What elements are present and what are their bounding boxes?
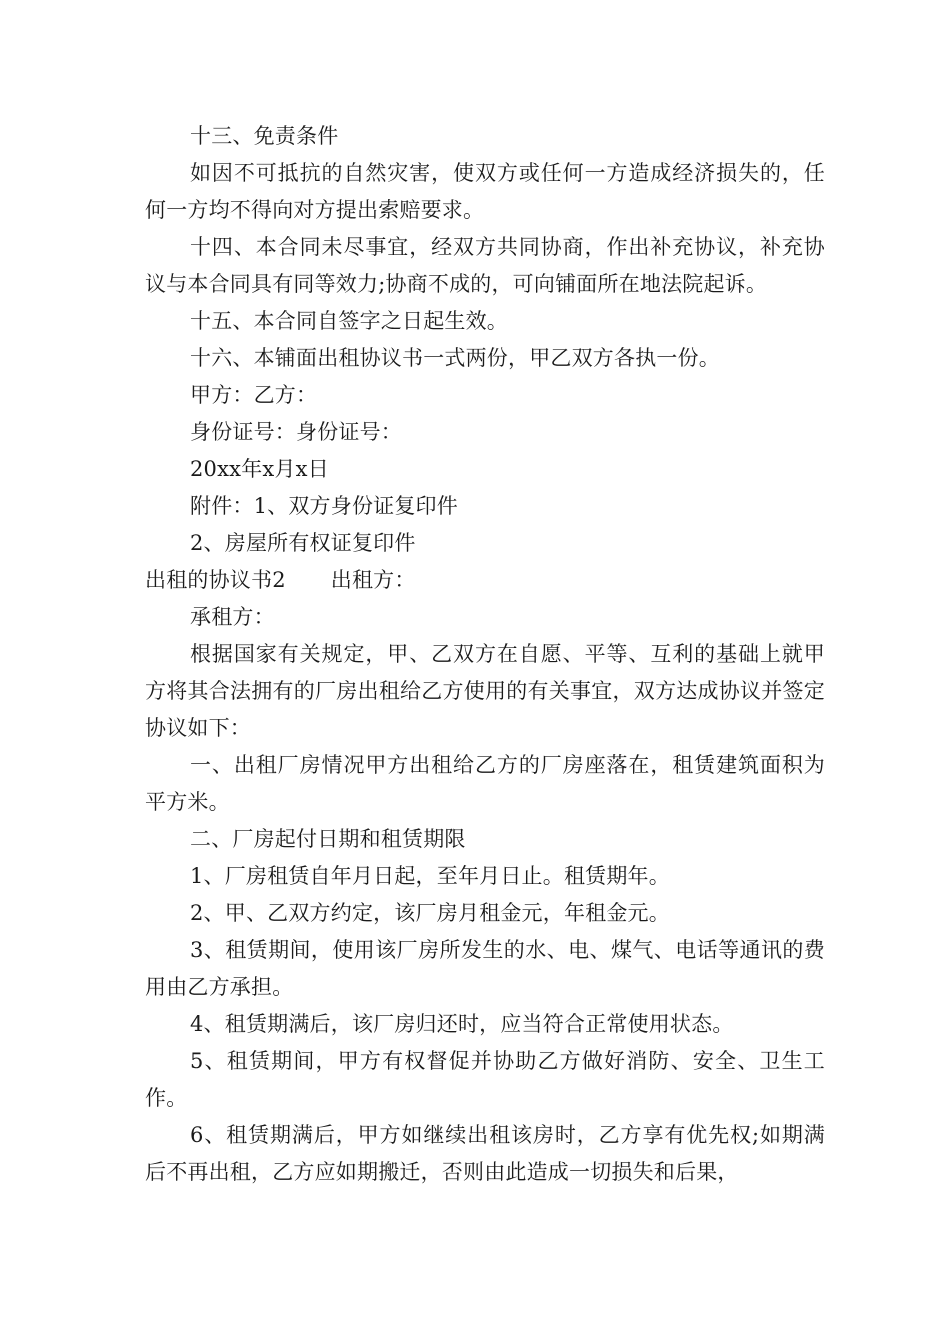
paragraph: 甲方：乙方：: [190, 383, 318, 407]
paragraph: 根据国家有关规定，甲、乙双方在自愿、平等、互利的基础上就甲方将其合法拥有的厂房出租给乙方使用的有关事宜，双方达成协议并签定协议如下：: [145, 642, 825, 740]
paragraph: 2、房屋所有权证复印件: [190, 531, 416, 555]
paragraph: 6、租赁期满后，甲方如继续出租该房时，乙方享有优先权;如期满后不再出租，乙方应如期搬迁，否则由此造成一切损失和后果，: [145, 1123, 825, 1184]
paragraph: 十六、本铺面出租协议书一式两份，甲乙双方各执一份。: [190, 346, 720, 370]
document-body: [145, 118, 825, 1191]
paragraph: 附件：1、双方身份证复印件: [190, 494, 458, 518]
paragraph: 5、租赁期间，甲方有权督促并协助乙方做好消防、安全、卫生工作。: [145, 1049, 825, 1110]
paragraph: 承租方：: [190, 605, 275, 629]
paragraph: 20xx年x月x日: [190, 457, 329, 481]
paragraph: 如因不可抵抗的自然灾害，使双方或任何一方造成经济损失的，任何一方均不得向对方提出索赔要求。: [145, 161, 825, 222]
paragraph: 十四、本合同未尽事宜，经双方共同协商，作出补充协议，补充协议与本合同具有同等效力;协商不成的，可向铺面所在地法院起诉。: [145, 235, 825, 296]
paragraph: 身份证号：身份证号：: [190, 420, 402, 444]
paragraph: 十三、免责条件: [190, 124, 339, 148]
paragraph: 2、甲、乙双方约定，该厂房月租金元，年租金元。: [190, 901, 670, 925]
section-heading: [145, 562, 825, 599]
lessor-label: 出租方：: [330, 568, 416, 592]
paragraph: 4、租赁期满后，该厂房归还时，应当符合正常使用状态。: [190, 1012, 734, 1036]
paragraph: 3、租赁期间，使用该厂房所发生的水、电、煤气、电话等通讯的费用由乙方承担。: [145, 938, 825, 999]
paragraph: 1、厂房租赁自年月日起，至年月日止。租赁期年。: [190, 864, 670, 888]
paragraph: 一、出租厂房情况甲方出租给乙方的厂房座落在，租赁建筑面积为平方米。: [145, 753, 825, 814]
paragraph: 二、厂房起付日期和租赁期限: [190, 827, 466, 851]
section-title: 出租的协议书2: [145, 568, 286, 592]
paragraph: 十五、本合同自签字之日起生效。: [190, 309, 508, 333]
